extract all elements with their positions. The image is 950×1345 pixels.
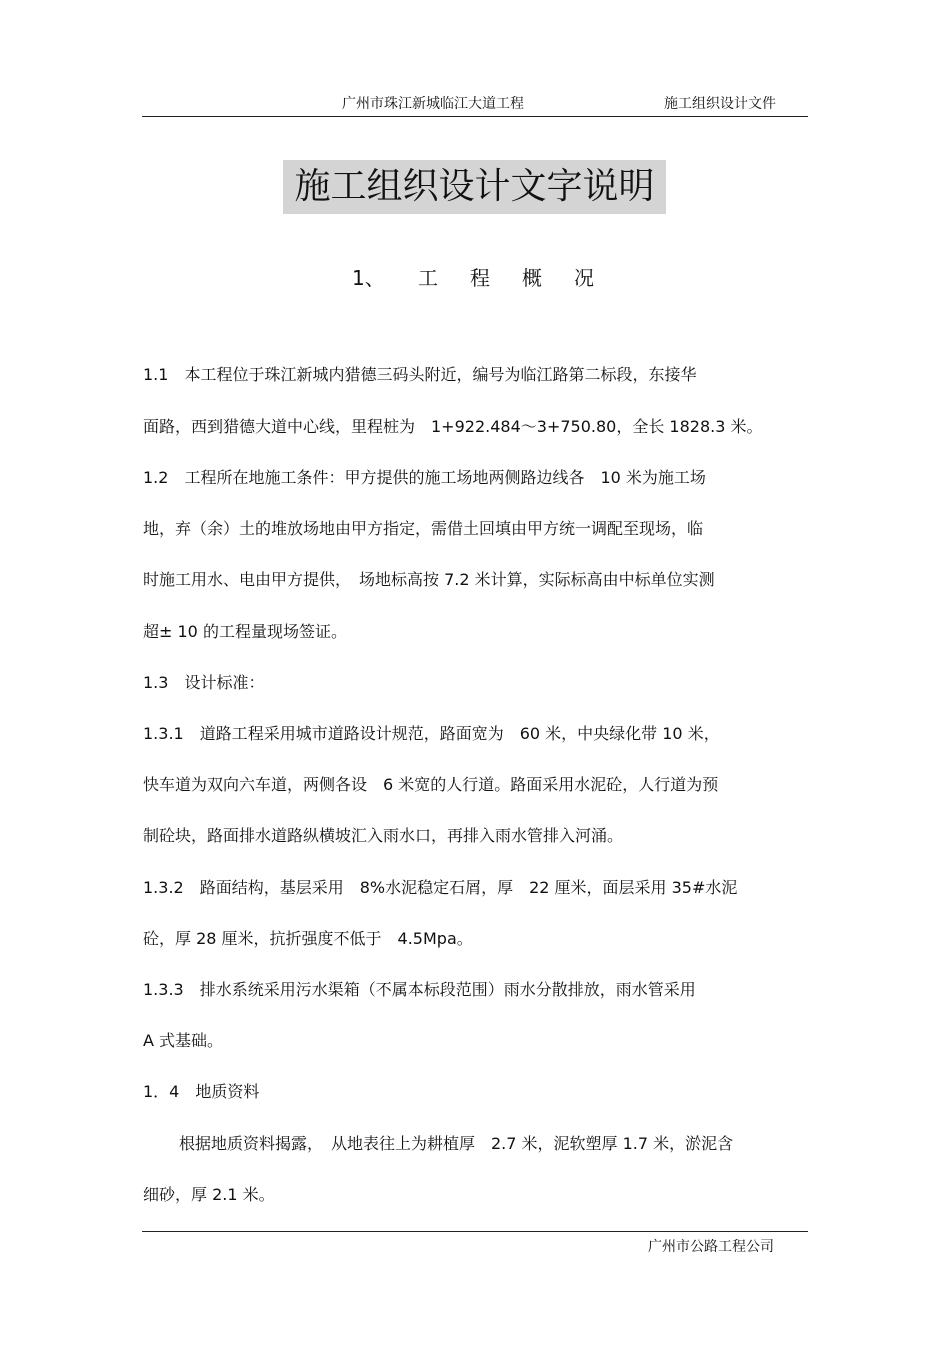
header-project-name: 广州市珠江新城临江大道工程 bbox=[342, 96, 524, 112]
body-line: 1.3 设计标准： bbox=[143, 673, 265, 692]
body-line: 1.3.3 排水系统采用污水渠箱（不属本标段范围）雨水分散排放，雨水管采用 bbox=[143, 980, 696, 999]
body-line: 1.1 本工程位于珠江新城内猎德三码头附近，编号为临江路第二标段，东接华 bbox=[143, 365, 697, 384]
section-heading-char: 程 bbox=[470, 266, 490, 290]
body-line: 根据地质资料揭露， 从地表往上为耕植厚 2.7 米，泥软塑厚 1.7 米，淤泥含 bbox=[179, 1134, 734, 1153]
body-line: A 式基础。 bbox=[143, 1031, 224, 1050]
body-line: 超± 10 的工程量现场签证。 bbox=[143, 622, 347, 641]
section-heading-char: 概 bbox=[522, 266, 542, 290]
body-line: 面路，西到猎德大道中心线，里程桩为 1+922.484～3+750.80，全长 1828.3 米。 bbox=[143, 417, 763, 436]
body-line: 地，弃（余）土的堆放场地由甲方指定，需借土回填由甲方统一调配至现场，临 bbox=[143, 519, 704, 538]
body-line: 砼，厚 28 厘米，抗折强度不低于 4.5Mpa。 bbox=[143, 929, 473, 948]
body-line: 细砂，厚 2.1 米。 bbox=[143, 1185, 275, 1204]
header-rule bbox=[142, 116, 808, 117]
body-line: 1．4 地质资料 bbox=[143, 1082, 260, 1101]
header-document-type: 施工组织设计文件 bbox=[664, 96, 776, 112]
section-heading-char: 工 bbox=[418, 266, 438, 290]
section-number: 1、 bbox=[352, 266, 385, 290]
body-line: 时施工用水、电由甲方提供， 场地标高按 7.2 米计算，实际标高由中标单位实测 bbox=[143, 570, 715, 589]
footer-company: 广州市公路工程公司 bbox=[648, 1239, 774, 1255]
body-line: 1.2 工程所在地施工条件：甲方提供的施工场地两侧路边线各 10 米为施工场 bbox=[143, 468, 706, 487]
section-heading-char: 况 bbox=[574, 266, 594, 290]
body-line: 制砼块，路面排水道路纵横坡汇入雨水口，再排入雨水管排入河涌。 bbox=[143, 826, 624, 845]
section-heading bbox=[352, 264, 626, 292]
body-line: 快车道为双向六车道，两侧各设 6 米宽的人行道。路面采用水泥砼，人行道为预 bbox=[143, 775, 719, 794]
body-line: 1.3.2 路面结构，基层采用 8%水泥稳定石屑，厚 22 厘米，面层采用 35#水泥 bbox=[143, 878, 738, 897]
body-line: 1.3.1 道路工程采用城市道路设计规范，路面宽为 60 米，中央绿化带 10 米， bbox=[143, 724, 720, 743]
footer-rule bbox=[142, 1231, 808, 1232]
document-title: 施工组织设计文字说明 bbox=[283, 160, 666, 214]
